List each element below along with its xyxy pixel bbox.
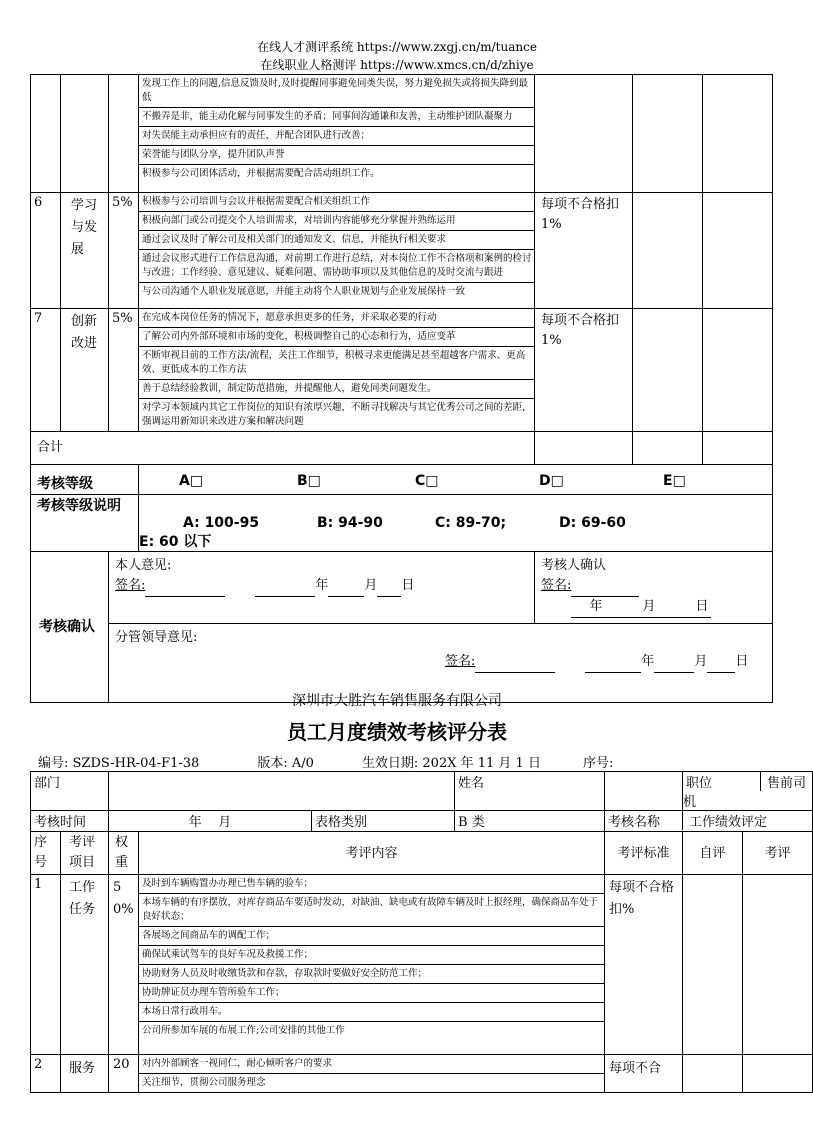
list-item: 协助牌证员办理车管所验车工作； bbox=[139, 984, 604, 1003]
leader-day-field[interactable] bbox=[707, 652, 735, 673]
form-code: 编号: SZDS-HR-04-F1-38 bbox=[38, 756, 200, 771]
self-year-label: 年 bbox=[315, 578, 329, 593]
assessor-confirm-label: 考核人确认 bbox=[541, 558, 607, 573]
row6-standard: 每项不合格扣 1% bbox=[535, 193, 633, 309]
self-year-field[interactable] bbox=[255, 576, 315, 597]
assessor-day-label: 日 bbox=[695, 599, 709, 614]
position-value: 售前司机 bbox=[683, 776, 807, 810]
leader-month-field[interactable] bbox=[654, 652, 694, 673]
form-seq: 序号: bbox=[582, 756, 614, 771]
leader-year-label: 年 bbox=[641, 654, 655, 669]
self-sign-label: 签名: bbox=[115, 578, 146, 593]
row1-standard: 每项不合格扣% bbox=[605, 875, 683, 1055]
row2-self[interactable] bbox=[683, 1055, 743, 1093]
row6-items bbox=[139, 193, 535, 309]
dept-value[interactable] bbox=[109, 772, 455, 811]
company-name: 深圳市大胜汽车销售服务有限公司 bbox=[292, 693, 502, 709]
list-item: 通过会议形式进行工作信息沟通，对前期工作进行总结，对本岗位工作不合格项和案例的检讨与改进；工作经验、意见建议、疑难问题、需协助事项以及其他信息的及时交流与跟进 bbox=[139, 250, 534, 283]
leader-sign-label: 签名: bbox=[445, 654, 476, 669]
list-item: 发现工作上的问题,信息反馈及时,及时提醒同事避免同类失误，努力避免损失或将损失降到最低 bbox=[139, 75, 534, 108]
self-opinion-label: 本人意见: bbox=[115, 558, 172, 573]
meta-line bbox=[38, 752, 613, 771]
grade-desc-a: A: 100-95 bbox=[183, 515, 260, 531]
row1-item: 工作任务 bbox=[61, 875, 109, 1055]
grade-desc-c: C: 89-70; bbox=[435, 515, 507, 531]
row1-self[interactable] bbox=[683, 875, 743, 1055]
leader-year-field[interactable] bbox=[585, 652, 641, 673]
grade-desc-label: 考核等级说明 bbox=[31, 495, 139, 552]
leader-sign-field[interactable] bbox=[475, 652, 555, 673]
leader-opinion-label: 分管领导意见: bbox=[115, 630, 198, 645]
list-item: 荣誉能与团队分享，提升团队声誉 bbox=[139, 146, 534, 165]
row2-standard: 每项不合 bbox=[605, 1055, 683, 1093]
grade-label: 考核等级 bbox=[31, 465, 139, 495]
row2-item: 服务 bbox=[61, 1055, 109, 1093]
row6-no: 6 bbox=[31, 193, 61, 309]
row6-item: 学习与发展 bbox=[61, 193, 109, 309]
col-weight: 权重 bbox=[109, 832, 139, 875]
col-item: 考评项目 bbox=[61, 832, 109, 875]
grade-desc-b: B: 94-90 bbox=[317, 515, 383, 531]
position-wrap bbox=[683, 772, 813, 811]
top-table bbox=[30, 74, 773, 703]
row7-weight: 5% bbox=[109, 309, 139, 432]
assessor-cell bbox=[535, 552, 773, 624]
list-item: 对学习本领域内其它工作岗位的知识有浓厚兴趣，不断寻找解决与其它优秀公司之间的差距，强调运用新知识来改进方案和解决问题 bbox=[142, 402, 532, 427]
assess-name-wrap bbox=[605, 811, 813, 832]
row6-weight: 5% bbox=[109, 193, 139, 309]
form-version: 版本: A/0 bbox=[257, 756, 314, 771]
form-type-value: B 类 bbox=[455, 811, 605, 832]
assessor-sign-field[interactable] bbox=[571, 576, 639, 597]
self-month-label: 月 bbox=[364, 578, 378, 593]
assessor-month-label: 月 bbox=[642, 599, 656, 614]
list-item: 对内外部顾客一视同仁，耐心倾听客户的要求 bbox=[139, 1055, 604, 1074]
assessor-sign-label: 签名: bbox=[541, 578, 572, 593]
self-sign-field[interactable] bbox=[145, 576, 225, 597]
form-title: 员工月度绩效考核评分表 bbox=[287, 720, 507, 744]
grade-d-checkbox[interactable]: D□ bbox=[539, 473, 564, 489]
row7-items bbox=[139, 309, 535, 432]
list-item: 积极向部门或公司提交个人培训需求，对培训内容能够充分掌握并熟练运用 bbox=[139, 212, 534, 231]
row7-standard: 每项不合格扣 1% bbox=[535, 309, 633, 432]
list-item: 通过会议及时了解公司及相关部门的通知发文、信息，并能执行相关要求 bbox=[139, 231, 534, 250]
col-assess: 考评 bbox=[743, 832, 813, 875]
col-content: 考评内容 bbox=[139, 832, 605, 875]
row2-assess[interactable] bbox=[743, 1055, 813, 1093]
cont-items bbox=[139, 75, 535, 193]
list-item: 善于总结经验教训，制定防范措施，并提醒他人，避免同类问题发生。 bbox=[139, 380, 534, 399]
col-no: 序号 bbox=[31, 832, 61, 875]
row1-assess[interactable] bbox=[743, 875, 813, 1055]
assess-name-value: 工作绩效评定 bbox=[689, 815, 768, 830]
self-opinion-cell bbox=[109, 552, 535, 624]
grade-desc-e: E: 60 以下 bbox=[139, 534, 212, 550]
assessor-date-field[interactable] bbox=[571, 597, 711, 618]
leader-day-label: 日 bbox=[735, 654, 749, 669]
row7-no: 7 bbox=[31, 309, 61, 432]
list-item: 对失误能主动承担应有的责任，并配合团队进行改善； bbox=[139, 127, 534, 146]
col-standard: 考评标准 bbox=[605, 832, 683, 875]
assessor-year-label: 年 bbox=[589, 599, 603, 614]
list-item: 关注细节，贯彻公司服务理念 bbox=[142, 1077, 266, 1088]
list-item: 确保试乘试驾车的良好车况及救援工作； bbox=[139, 946, 604, 965]
self-day-field[interactable] bbox=[377, 576, 401, 597]
name-value[interactable] bbox=[605, 772, 683, 811]
grade-b-checkbox[interactable]: B□ bbox=[297, 473, 321, 489]
header-line-1: 在线人才测评系统 https://www.zxgj.cn/m/tuance bbox=[257, 40, 537, 54]
form-effective-date: 生效日期: 202X 年 11 月 1 日 bbox=[361, 756, 541, 771]
total-label: 合计 bbox=[31, 432, 535, 465]
list-item: 积极参与公司培训与会议并根据需要配合相关组织工作 bbox=[139, 193, 534, 212]
list-item: 各展场之间商品车的调配工作； bbox=[139, 927, 604, 946]
name-label: 姓名 bbox=[455, 772, 605, 811]
self-month-field[interactable] bbox=[328, 576, 364, 597]
row2-items bbox=[139, 1055, 605, 1093]
list-item: 不搬弄是非，能主动化解与同事发生的矛盾；同事间沟通谦和友善，主动维护团队凝聚力 bbox=[139, 108, 534, 127]
list-item: 与公司沟通个人职业发展意愿，并能主动将个人职业规划与企业发展保持一致 bbox=[142, 286, 466, 297]
list-item: 及时到车辆购置办办理已售车辆的验车； bbox=[139, 875, 604, 894]
list-item: 在完成本岗位任务的情况下，愿意承担更多的任务，并采取必要的行动 bbox=[139, 309, 534, 328]
row1-items bbox=[139, 875, 605, 1055]
list-item: 本场日常行政用车。 bbox=[139, 1003, 604, 1022]
row2-no: 2 bbox=[31, 1055, 61, 1093]
position-label: 职位 bbox=[683, 772, 761, 791]
dept-label: 部门 bbox=[31, 772, 109, 811]
row1-weight: 50% bbox=[109, 875, 139, 1055]
leader-month-label: 月 bbox=[694, 654, 708, 669]
bottom-table bbox=[30, 771, 813, 1093]
list-item: 公司所参加车展的布展工作;公司安排的其他工作 bbox=[142, 1025, 345, 1036]
period-label: 考核时间 bbox=[31, 811, 109, 832]
list-item: 不断审视目前的工作方法/流程，关注工作细节，积极寻求更能满足甚至超越客户需求、更高效、更低成本的工作方法 bbox=[139, 347, 534, 380]
col-self: 自评 bbox=[683, 832, 743, 875]
list-item: 积极参与公司团体活动，并根据需要配合活动组织工作。 bbox=[142, 168, 380, 179]
row7-item: 创新改进 bbox=[61, 309, 109, 432]
grade-options bbox=[139, 465, 773, 495]
assess-name-label: 考核名称 bbox=[605, 811, 683, 830]
form-type-label: 表格类别 bbox=[312, 811, 455, 832]
header-line-2: 在线职业人格测评 https://www.xmcs.cn/d/zhiye bbox=[260, 58, 534, 72]
row2-weight: 20 bbox=[109, 1055, 139, 1093]
grade-desc-d: D: 69-60 bbox=[559, 515, 626, 531]
grade-a-checkbox[interactable]: A□ bbox=[179, 473, 204, 489]
period-value[interactable]: 年 月 bbox=[109, 811, 312, 832]
grade-desc bbox=[139, 495, 773, 552]
list-item: 了解公司内外部环境和市场的变化，积极调整自己的心态和行为，适应变革 bbox=[139, 328, 534, 347]
row1-no: 1 bbox=[31, 875, 61, 1055]
list-item: 本场车辆的有序摆放，对库存商品车要适时发动，对缺油、缺电或有故障车辆及时上报经理，确保商品车处于良好状态； bbox=[139, 894, 604, 927]
self-day-label: 日 bbox=[401, 578, 415, 593]
confirm-label: 考核确认 bbox=[31, 552, 109, 703]
grade-c-checkbox[interactable]: C□ bbox=[415, 473, 439, 489]
grade-e-checkbox[interactable]: E□ bbox=[663, 473, 686, 489]
list-item: 协助财务人员及时收缴货款和存款，存取款时要做好安全防范工作； bbox=[139, 965, 604, 984]
